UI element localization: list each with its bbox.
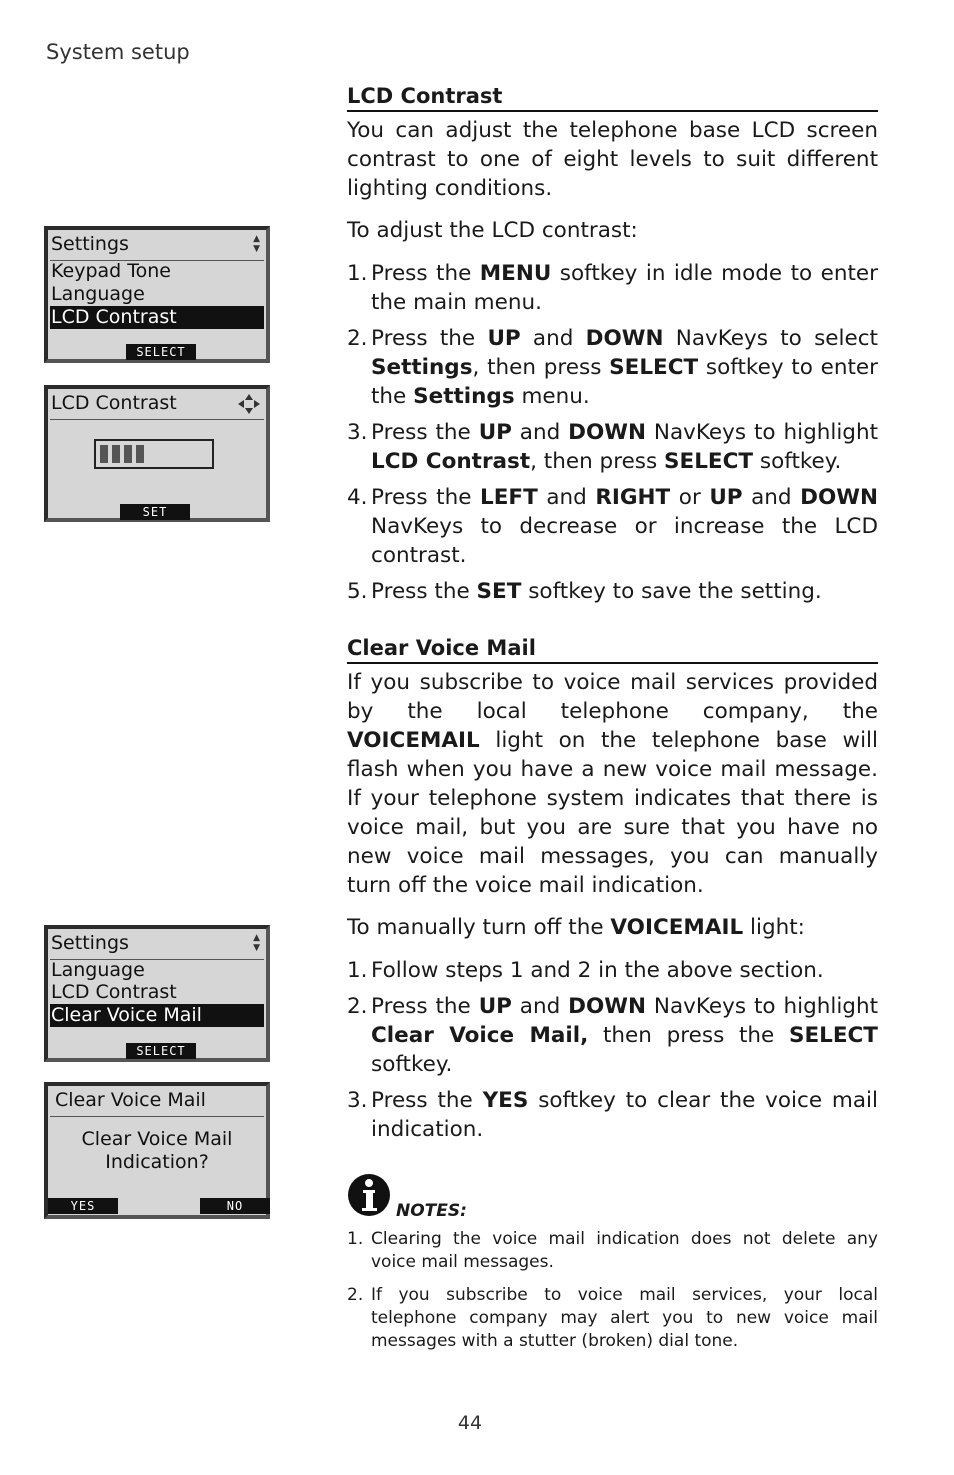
notes-block [347, 1172, 878, 1353]
step-text: Press the SET softkey to save the setting. [371, 579, 822, 604]
screen-title: Settings [50, 929, 264, 960]
step-text: Press the MENU softkey in idle mode to enter the main menu. [371, 261, 878, 315]
notes-heading: NOTES: [396, 1201, 467, 1221]
step-text: Press the UP and DOWN NavKeys to highlight Clear Voice Mail, then press the SELECT softkey. [371, 994, 878, 1077]
softkey-no: NO [200, 1198, 270, 1214]
step-number: 1. [347, 261, 368, 286]
contrast-segment [124, 445, 132, 463]
step-item [347, 1086, 878, 1144]
step-text: Follow steps 1 and 2 in the above section. [371, 958, 824, 983]
note-text: Clearing the voice mail indication does not delete any voice mail messages. [371, 1229, 878, 1272]
menu-row-highlighted: Clear Voice Mail [50, 1004, 264, 1027]
note-item [347, 1284, 878, 1353]
info-icon [347, 1172, 391, 1218]
screen-title: Clear Voice Mail [50, 1086, 264, 1117]
navkey-arrows-icon [236, 392, 262, 416]
prompt-line-2: Indication? [105, 1151, 209, 1173]
step-number: 3. [347, 1088, 368, 1113]
section-intro: You can adjust the telephone base LCD screen contrast to one of eight levels to suit different lighting conditions. [347, 118, 878, 201]
section-lcd-contrast [347, 84, 878, 606]
steps-lead: To manually turn off the VOICEMAIL light: [347, 915, 805, 940]
step-text: Press the LEFT and RIGHT or UP and DOWN NavKeys to decrease or increase the LCD contrast. [371, 485, 878, 568]
lcd-screen-settings-2 [44, 925, 270, 1062]
step-item [347, 324, 878, 411]
menu-row: Keypad Tone [51, 260, 171, 282]
screen-title: LCD Contrast [50, 389, 264, 420]
notes-list [347, 1228, 878, 1353]
step-text: Press the UP and DOWN NavKeys to highlight LCD Contrast, then press SELECT softkey. [371, 420, 878, 474]
lcd-screen-settings-1 [44, 226, 270, 363]
softkey-select: SELECT [126, 1043, 196, 1059]
step-number: 1. [347, 958, 368, 983]
step-item [347, 992, 878, 1079]
lcd-screen-lcd-contrast [44, 385, 270, 522]
scroll-arrows-icon: ▲ ▼ [253, 933, 260, 953]
contrast-segment [100, 445, 108, 463]
step-text: Press the YES softkey to clear the voice mail indication. [371, 1088, 878, 1142]
section-title: LCD Contrast [347, 84, 878, 112]
softkey-yes: YES [48, 1198, 118, 1214]
contrast-level-bar [94, 439, 214, 469]
step-number: 5. [347, 579, 368, 604]
steps-list [347, 956, 878, 1144]
note-item [347, 1228, 878, 1274]
step-item [347, 577, 878, 606]
menu-row: Language [51, 959, 145, 981]
step-number: 4. [347, 485, 368, 510]
menu-row: Language [51, 283, 145, 305]
softkey-select: SELECT [126, 344, 196, 360]
note-number: 1. [347, 1229, 364, 1249]
menu-row: LCD Contrast [51, 981, 177, 1003]
step-item [347, 418, 878, 476]
menu-row-highlighted: LCD Contrast [50, 306, 264, 329]
step-text: Press the UP and DOWN NavKeys to select Settings, then press SELECT softkey to enter the Settings menu. [371, 326, 878, 409]
step-item [347, 259, 878, 317]
note-number: 2. [347, 1285, 364, 1305]
step-number: 3. [347, 420, 368, 445]
lcd-screen-clear-voice-mail [44, 1082, 270, 1219]
section-intro: If you subscribe to voice mail services provided by the local telephone company, the VOICEMAIL light on the telephone base will flash when you have a new voice mail message. If your telephone system indicates that there is voice mail, but you are sure that you have no new voice mail messages, you can manually turn off the voice mail indication. [347, 670, 878, 898]
step-number: 2. [347, 326, 368, 351]
step-number: 2. [347, 994, 368, 1019]
page-number: 44 [457, 1412, 483, 1434]
contrast-segment [112, 445, 120, 463]
softkey-set: SET [120, 504, 190, 520]
step-item [347, 483, 878, 570]
screen-title: Settings [50, 230, 264, 261]
note-text: If you subscribe to voice mail services, your local telephone company may alert you to new voice mail messages with a stutter (broken) dial tone. [371, 1285, 878, 1351]
steps-lead: To adjust the LCD contrast: [347, 218, 638, 243]
steps-list [347, 259, 878, 606]
step-item [347, 956, 878, 985]
prompt-line-1: Clear Voice Mail [81, 1128, 233, 1150]
contrast-segment [136, 445, 144, 463]
section-title: Clear Voice Mail [347, 636, 878, 664]
page-header: System setup [46, 40, 190, 64]
scroll-arrows-icon: ▲ ▼ [253, 234, 260, 254]
section-clear-voice-mail [347, 636, 878, 1144]
